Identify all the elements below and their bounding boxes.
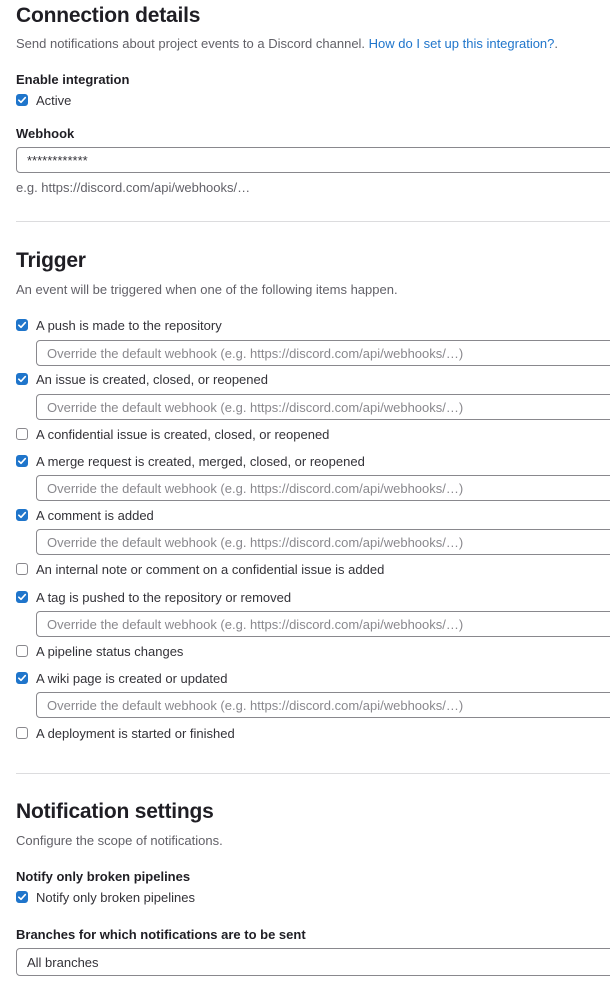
wiki-page-webhook-override-input[interactable] <box>36 692 610 718</box>
trigger-tag-push-checkbox[interactable] <box>16 591 28 603</box>
webhook-label: Webhook <box>16 126 75 141</box>
trigger-title: Trigger <box>16 249 86 272</box>
setup-help-link[interactable]: How do I set up this integration? <box>368 36 555 51</box>
trigger-push-label: A push is made to the repository <box>36 317 222 333</box>
push-webhook-override-input[interactable] <box>36 340 610 366</box>
trigger-issue-label: An issue is created, closed, or reopened <box>36 371 268 387</box>
webhook-input[interactable] <box>16 147 610 173</box>
notification-description: Configure the scope of notifications. <box>16 833 223 848</box>
check-icon <box>17 374 27 384</box>
branches-select-value: All branches <box>27 954 99 970</box>
trigger-push-checkbox[interactable] <box>16 319 28 331</box>
trigger-pipeline-checkbox[interactable] <box>16 645 28 657</box>
trigger-deployment-checkbox[interactable] <box>16 727 28 739</box>
broken-pipelines-row[interactable] <box>16 888 195 906</box>
trigger-merge-request-row[interactable] <box>16 452 365 470</box>
check-icon <box>17 592 27 602</box>
trigger-deployment-row[interactable] <box>16 724 235 742</box>
trigger-push-row[interactable] <box>16 316 222 334</box>
trigger-tag-push-row[interactable] <box>16 588 291 606</box>
trigger-merge-request-label: A merge request is created, merged, closed, or reopened <box>36 453 365 469</box>
broken-pipelines-label: Notify only broken pipelines <box>16 869 191 884</box>
trigger-issue-checkbox[interactable] <box>16 373 28 385</box>
trigger-internal-note-label: An internal note or comment on a confidential issue is added <box>36 561 385 577</box>
webhook-hint: e.g. https://discord.com/api/webhooks/… <box>16 180 251 195</box>
trigger-merge-request-checkbox[interactable] <box>16 455 28 467</box>
enable-integration-label: Enable integration <box>16 72 130 87</box>
section-divider <box>16 773 610 774</box>
merge-request-webhook-override-input[interactable] <box>36 475 610 501</box>
active-label: Active <box>36 92 72 108</box>
trigger-comment-label: A comment is added <box>36 507 154 523</box>
branches-label: Branches for which notifications are to be sent <box>16 927 306 942</box>
trigger-pipeline-row[interactable] <box>16 642 183 660</box>
active-checkbox-row[interactable] <box>16 91 71 109</box>
connection-description: Send notifications about project events to a Discord channel. How do I set up this integration?. <box>16 36 559 51</box>
trigger-pipeline-label: A pipeline status changes <box>36 643 184 659</box>
check-icon <box>17 510 27 520</box>
active-checkbox[interactable] <box>16 94 28 106</box>
trigger-wiki-page-checkbox[interactable] <box>16 672 28 684</box>
trigger-comment-row[interactable] <box>16 506 154 524</box>
check-icon <box>17 456 27 466</box>
trigger-comment-checkbox[interactable] <box>16 509 28 521</box>
trigger-confidential-issue-label: A confidential issue is created, closed, or reopened <box>36 426 330 442</box>
section-divider <box>16 221 610 222</box>
issue-webhook-override-input[interactable] <box>36 394 610 420</box>
comment-webhook-override-input[interactable] <box>36 529 610 555</box>
check-icon <box>17 673 27 683</box>
trigger-internal-note-row[interactable] <box>16 560 384 578</box>
trigger-wiki-page-label: A wiki page is created or updated <box>36 670 228 686</box>
check-icon <box>17 892 27 902</box>
connection-details-title: Connection details <box>16 4 201 27</box>
check-icon <box>17 320 27 330</box>
trigger-internal-note-checkbox[interactable] <box>16 563 28 575</box>
trigger-deployment-label: A deployment is started or finished <box>36 725 235 741</box>
trigger-wiki-page-row[interactable] <box>16 669 228 687</box>
trigger-description: An event will be triggered when one of the following items happen. <box>16 282 398 297</box>
trigger-confidential-issue-row[interactable] <box>16 425 329 443</box>
notification-settings-title: Notification settings <box>16 800 214 823</box>
branches-select[interactable] <box>16 948 610 976</box>
trigger-confidential-issue-checkbox[interactable] <box>16 428 28 440</box>
check-icon <box>17 95 27 105</box>
tag-push-webhook-override-input[interactable] <box>36 611 610 637</box>
broken-pipelines-checkbox-label: Notify only broken pipelines <box>36 889 195 905</box>
trigger-tag-push-label: A tag is pushed to the repository or removed <box>36 589 292 605</box>
trigger-issue-row[interactable] <box>16 370 268 388</box>
broken-pipelines-checkbox[interactable] <box>16 891 28 903</box>
